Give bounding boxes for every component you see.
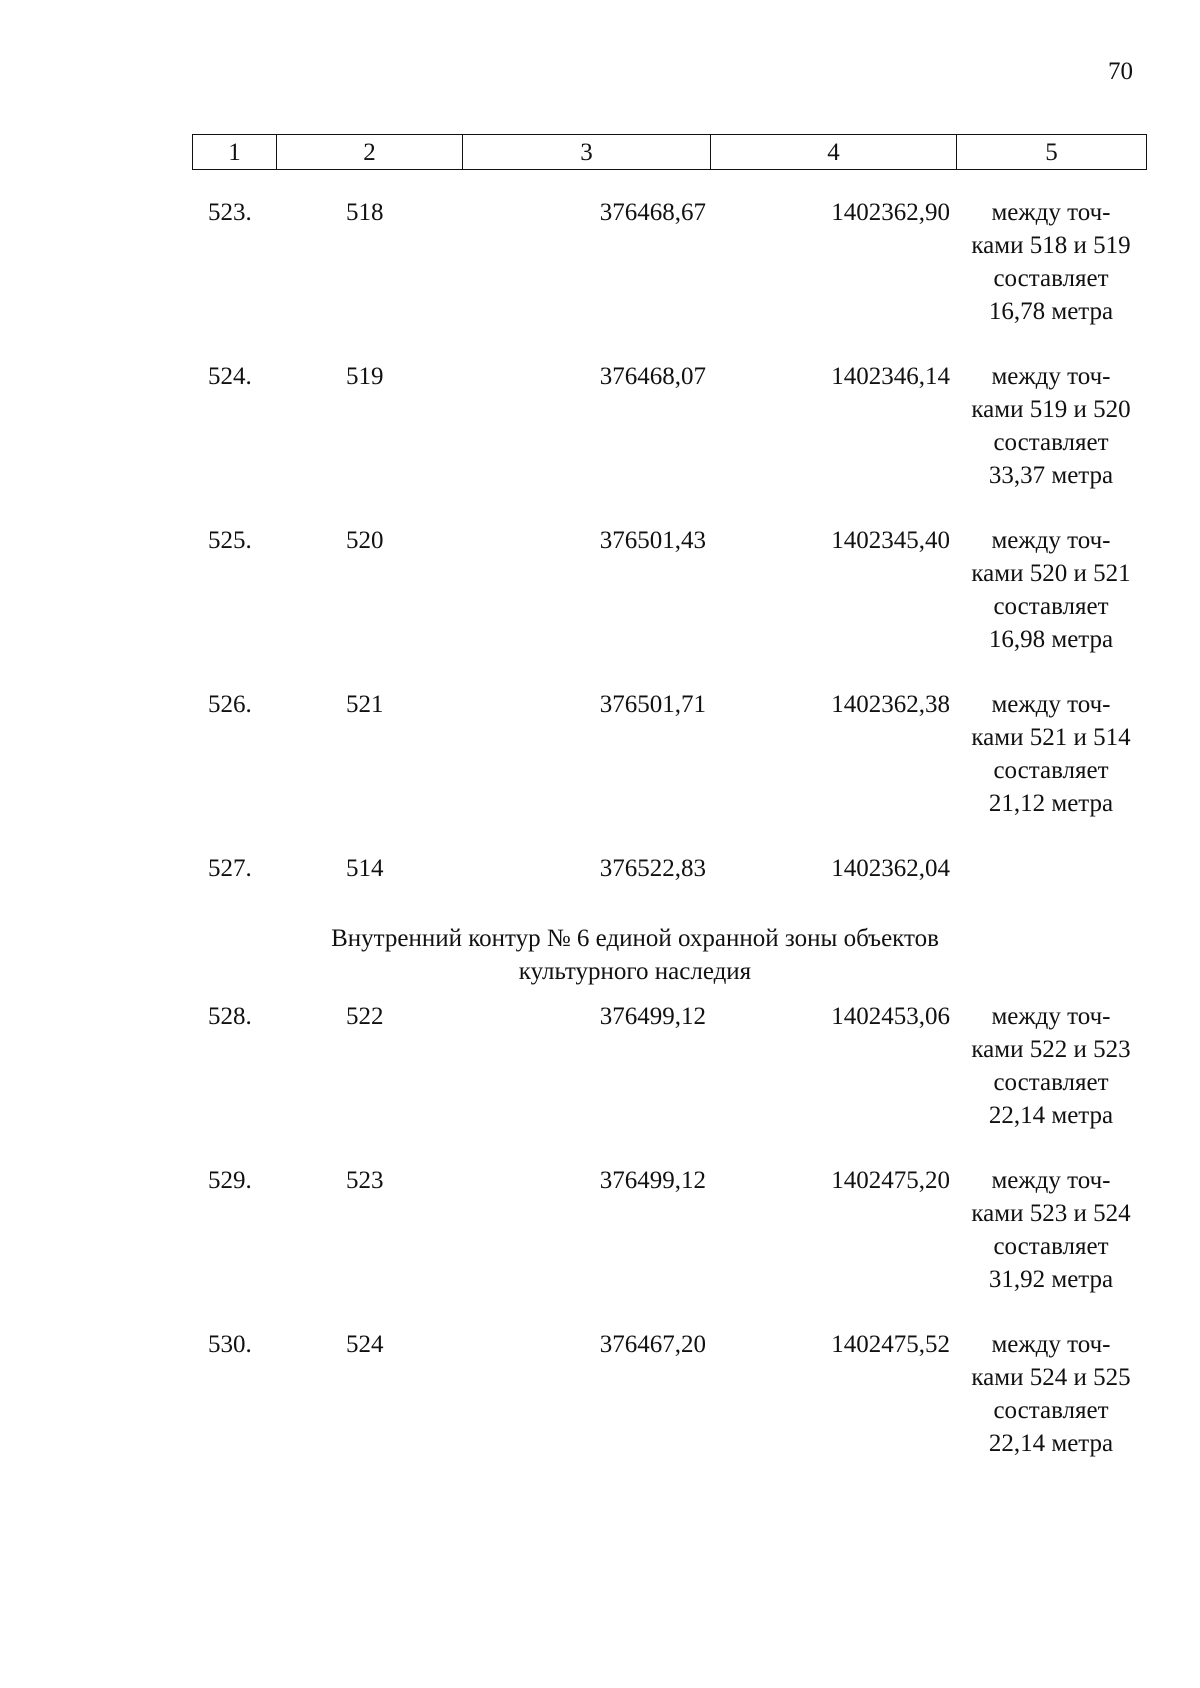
distance-description xyxy=(956,688,1146,820)
coordinate-y: 1402345,40 xyxy=(831,527,950,554)
distance-description xyxy=(956,196,1146,328)
coordinate-x: 376501,43 xyxy=(599,527,706,554)
column-header-table xyxy=(192,134,1147,170)
point-number: 519 xyxy=(346,363,384,390)
coordinate-x: 376468,07 xyxy=(599,363,706,390)
point-number: 520 xyxy=(346,527,384,554)
distance-description-line: ками 521 и 514 xyxy=(971,724,1131,751)
table-row xyxy=(0,688,1200,852)
distance-description-line: 21,12 метра xyxy=(988,790,1114,817)
table-row xyxy=(0,360,1200,524)
section-title-line-1: Внутренний контур № 6 единой охранной зоны объектов xyxy=(331,925,939,952)
distance-description-line: между точ- xyxy=(991,1003,1111,1030)
column-header-2: 2 xyxy=(277,135,463,170)
coordinate-x: 376501,71 xyxy=(599,691,706,718)
column-header-5: 5 xyxy=(957,135,1147,170)
distance-description-line: составляет xyxy=(993,429,1109,456)
distance-description-line: составляет xyxy=(993,593,1109,620)
row-number: 528. xyxy=(208,1003,252,1030)
coordinate-y: 1402475,20 xyxy=(831,1167,950,1194)
coordinate-x: 376522,83 xyxy=(599,855,706,882)
row-number: 524. xyxy=(208,363,252,390)
distance-description-line: между точ- xyxy=(991,691,1111,718)
contour-rows-b xyxy=(0,1000,1200,1492)
section-title xyxy=(0,922,1200,988)
distance-description-line: ками 518 и 519 xyxy=(971,232,1131,259)
distance-description-line: 31,92 метра xyxy=(988,1266,1114,1293)
column-header-row xyxy=(193,135,1147,170)
column-header-4: 4 xyxy=(711,135,957,170)
distance-description-line: между точ- xyxy=(991,527,1111,554)
point-number: 521 xyxy=(346,691,384,718)
table-row xyxy=(0,852,1200,922)
coordinate-x: 376499,12 xyxy=(599,1167,706,1194)
row-number: 530. xyxy=(208,1331,252,1358)
distance-description-line: 33,37 метра xyxy=(988,462,1114,489)
table-row xyxy=(0,1328,1200,1492)
coordinate-y: 1402346,14 xyxy=(831,363,950,390)
distance-description-line: между точ- xyxy=(991,1167,1111,1194)
distance-description xyxy=(956,1000,1146,1132)
distance-description-line: составляет xyxy=(993,265,1109,292)
point-number: 522 xyxy=(346,1003,384,1030)
distance-description-line: ками 519 и 520 xyxy=(971,396,1131,423)
distance-description-line: 22,14 метра xyxy=(988,1102,1114,1129)
distance-description-line: 22,14 метра xyxy=(988,1430,1114,1457)
contour-rows-a xyxy=(0,196,1200,922)
row-number: 525. xyxy=(208,527,252,554)
distance-description xyxy=(956,1164,1146,1296)
coordinate-x: 376499,12 xyxy=(599,1003,706,1030)
distance-description xyxy=(956,360,1146,492)
table-row xyxy=(0,1164,1200,1328)
section-title-line-2: культурного наследия xyxy=(518,958,752,985)
distance-description-line: ками 520 и 521 xyxy=(971,560,1131,587)
coordinate-x: 376468,67 xyxy=(599,199,706,226)
distance-description-line: ками 524 и 525 xyxy=(971,1364,1131,1391)
page-number: 70 xyxy=(1108,58,1133,85)
coordinate-x: 376467,20 xyxy=(599,1331,706,1358)
distance-description-line: ками 523 и 524 xyxy=(971,1200,1131,1227)
distance-description-line: между точ- xyxy=(991,199,1111,226)
distance-description-line: между точ- xyxy=(991,363,1111,390)
distance-description-line: составляет xyxy=(993,1397,1109,1424)
point-number: 518 xyxy=(346,199,384,226)
coordinate-y: 1402362,38 xyxy=(831,691,950,718)
distance-description xyxy=(956,524,1146,656)
distance-description-line: между точ- xyxy=(991,1331,1111,1358)
coordinate-y: 1402453,06 xyxy=(831,1003,950,1030)
distance-description-line: составляет xyxy=(993,757,1109,784)
distance-description xyxy=(956,1328,1146,1460)
coordinate-y: 1402362,90 xyxy=(831,199,950,226)
distance-description-line: 16,78 метра xyxy=(988,298,1114,325)
coordinate-y: 1402362,04 xyxy=(831,855,950,882)
point-number: 514 xyxy=(346,855,384,882)
coordinate-y: 1402475,52 xyxy=(831,1331,950,1358)
table-row xyxy=(0,1000,1200,1164)
row-number: 526. xyxy=(208,691,252,718)
column-header-1: 1 xyxy=(193,135,277,170)
column-header-3: 3 xyxy=(463,135,711,170)
coordinates-list xyxy=(0,196,1200,1492)
row-number: 523. xyxy=(208,199,252,226)
distance-description-line: составляет xyxy=(993,1069,1109,1096)
distance-description-line: ками 522 и 523 xyxy=(971,1036,1131,1063)
row-number: 529. xyxy=(208,1167,252,1194)
point-number: 523 xyxy=(346,1167,384,1194)
table-row xyxy=(0,524,1200,688)
row-number: 527. xyxy=(208,855,252,882)
distance-description-line: 16,98 метра xyxy=(988,626,1114,653)
table-row xyxy=(0,196,1200,360)
point-number: 524 xyxy=(346,1331,384,1358)
distance-description-line: составляет xyxy=(993,1233,1109,1260)
